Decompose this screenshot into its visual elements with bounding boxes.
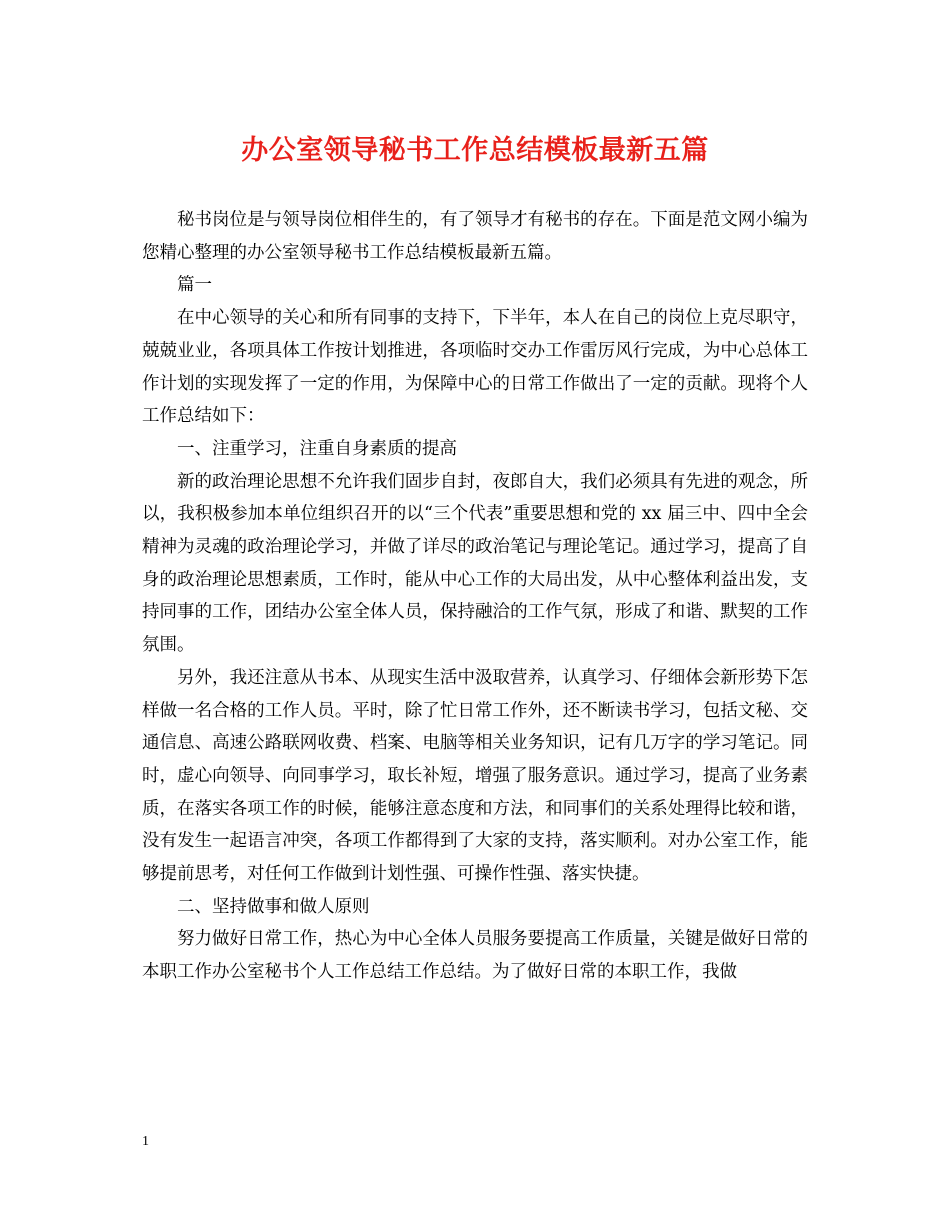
subheading-principles: 二、坚持做事和做人原则	[177, 896, 370, 917]
body-paragraph: 努力做好日常工作，热心为中心全体人员服务要提高工作质量，关键是做好日常的本职工作办公室秘书个人工作总结工作总结。为了做好日常的本职工作，我做	[142, 929, 808, 983]
body-paragraph: 新的政治理论思想不允许我们固步自封，夜郎自大，我们必须具有先进的观念，所以，我积极参加本单位组织召开的以“三个代表”重要思想和党的 xx 届三中、四中全会精神为灵魂的政治理论学习，并做了详尽的政治笔记与理论笔记。通过学习，提高了自身的政治理论思想素质，工作时，能从中心工作的大局出发，从中心整体利益出发，支持同事的工作，团结办公室全体人员，保持融洽的工作气氛，形成了和谐、默契的工作氛围。	[142, 471, 808, 656]
document-title: 办公室领导秘书工作总结模板最新五篇	[241, 135, 709, 166]
page-number: 1	[142, 1134, 149, 1149]
body-paragraph: 在中心领导的关心和所有同事的支持下，下半年，本人在自己的岗位上克尽职守，兢兢业业，各项具体工作按计划推进，各项临时交办工作雷厉风行完成，为中心总体工作计划的实现发挥了一定的作用，为保障中心的日常工作做出了一定的贡献。现将个人工作总结如下：	[142, 308, 808, 427]
document-body	[142, 204, 808, 989]
subheading-study: 一、注重学习，注重自身素质的提高	[177, 438, 457, 459]
section-heading-part-one: 篇一	[177, 275, 212, 296]
body-paragraph: 另外，我还注意从书本、从现实生活中汲取营养，认真学习、仔细体会新形势下怎样做一名合格的工作人员。平时，除了忙日常工作外，还不断读书学习，包括文秘、交通信息、高速公路联网收费、档案、电脑等相关业务知识，记有几万字的学习笔记。同时，虚心向领导、向同事学习，取长补短，增强了服务意识。通过学习，提高了业务素质，在落实各项工作的时候，能够注意态度和方法，和同事们的关系处理得比较和谐，没有发生一起语言冲突，各项工作都得到了大家的支持，落实顺利。对办公室工作，能够提前思考，对任何工作做到计划性强、可操作性强、落实快捷。	[142, 667, 808, 885]
intro-paragraph: 秘书岗位是与领导岗位相伴生的，有了领导才有秘书的存在。下面是范文网小编为您精心整理的办公室领导秘书工作总结模板最新五篇。	[142, 210, 808, 263]
